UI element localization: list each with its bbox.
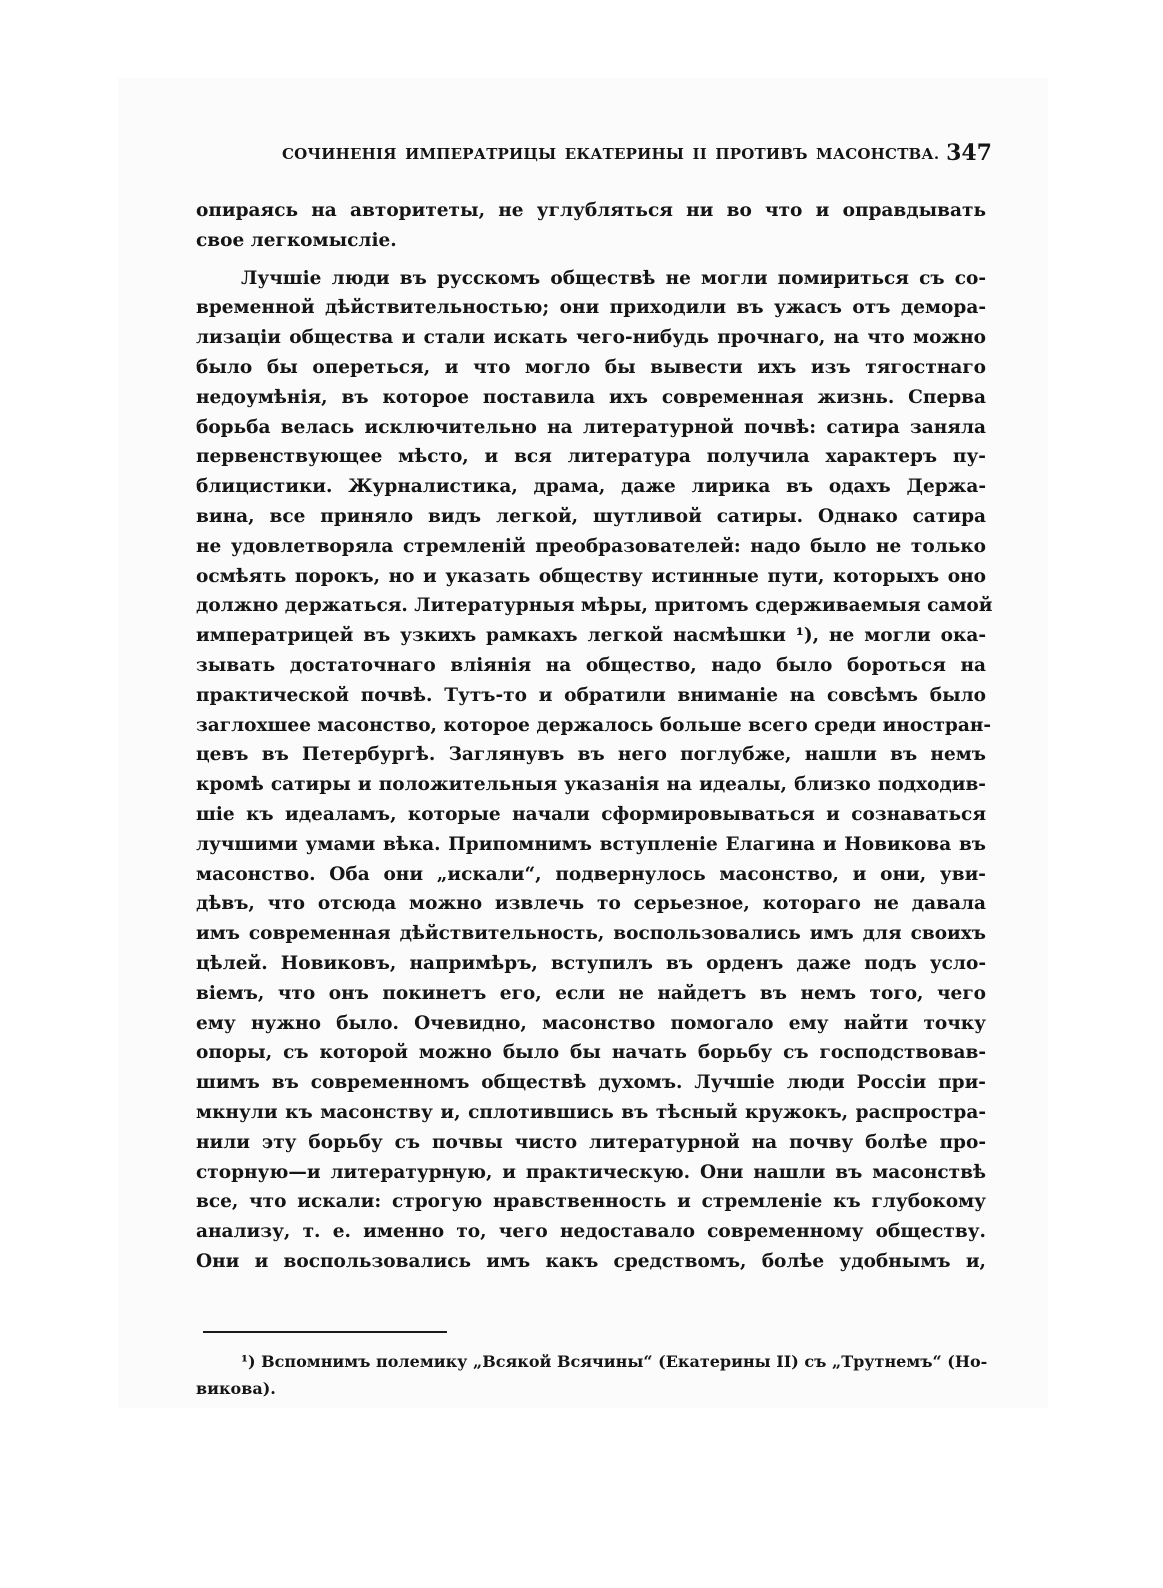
text-line: вина, все приняло видъ легкой, шутливой сатиры. Однако сатира [196,505,986,527]
paragraph-gap [196,256,986,264]
text-line: Лучшіе люди въ русскомъ обществѣ не могли помириться съ со- [241,267,986,289]
text-line: масонство. Оба они „искали“, подвернулось масонство, и они, уви- [196,863,986,885]
text-line: осмѣять порокъ, но и указать обществу истинные пути, которыхъ оно [196,565,986,587]
footnote [196,1348,986,1402]
text-line: блицистики. Журналистика, драма, даже лирика въ одахъ Держа- [196,476,986,498]
text-line: цевъ въ Петербургѣ. Заглянувъ въ него поглубже, нашли въ немъ [196,744,986,766]
text-line: было бы опереться, и что могло бы вывести ихъ изъ тягостнаго [196,356,986,378]
text-line: императрицей въ узкихъ рамкахъ легкой насмѣшки ¹), не могли ока- [196,625,986,647]
text-line: опираясь на авторитеты, не углубляться ни во что и оправдывать [196,200,986,221]
text-line: віемъ, что онъ покинетъ его, если не найдетъ въ немъ того, чего [196,982,986,1004]
text-line: анализу, т. е. именно то, чего недоставало современному обществу. [196,1221,986,1243]
text-line: первенствующее мѣсто, и вся литература получила характеръ пу- [196,446,986,468]
text-line: лучшими умами вѣка. Припомнимъ вступленіе Елагина и Новикова въ [196,833,986,855]
text-line: нили эту борьбу съ почвы чисто литературной на почву болѣе про- [196,1131,986,1153]
text-line: шіе къ идеаламъ, которые начали сформировываться и сознаваться [196,803,986,825]
text-line: недоумѣнія, въ которое поставила ихъ современная жизнь. Сперва [196,386,986,408]
text-line: должно держаться. Литературныя мѣры, притомъ сдерживаемыя самой [196,595,993,617]
text-line: дѣвъ, что отсюда можно извлечь то серьезное, котораго не давала [196,893,986,915]
text-line: опоры, съ которой можно было бы начать борьбу съ господствовав- [196,1042,986,1064]
text-line: мкнули къ масонству и, сплотившись въ тѣсный кружокъ, распростра- [196,1101,986,1123]
text-line: кромѣ сатиры и положительныя указанія на идеалы, близко подходив- [196,774,986,796]
text-line: заглохшее масонство, которое держалось больше всего среди иностран- [196,714,992,736]
text-line: имъ современная дѣйствительность, воспользовались имъ для своихъ [196,923,986,945]
page-header [282,140,992,176]
text-line: Они и воспользовались имъ какъ средствомъ, болѣе удобнымъ и, [196,1250,986,1272]
body-text [196,196,993,1277]
page-number: 347 [946,140,992,166]
footnote-divider [203,1331,447,1333]
text-line: все, что искали: строгую нравственность и стремленіе къ глубокому [196,1191,986,1213]
text-line: практической почвѣ. Тутъ-то и обратили вниманіе на совсѣмъ было [196,684,986,706]
text-line: свое легкомысліе. [196,229,397,251]
text-line: борьба велась исключительно на литературной почвѣ: сатира заняла [196,416,986,438]
text-line: зывать достаточнаго вліянія на общество, надо было бороться на [196,654,986,676]
footnote-line: викова). [196,1379,276,1398]
text-line: лизаціи общества и стали искать чего-нибудь прочнаго, на что можно [196,327,986,349]
text-line: сторную—и литературную, и практическую. Они нашли въ масонствѣ [196,1161,986,1183]
footnote-line: ¹) Вспомнимъ полемику „Всякой Всячины“ (Екатерины II) съ „Трутнемъ“ (Но- [241,1352,988,1371]
text-line: временной дѣйствительностью; они приходили въ ужасъ отъ демора- [196,297,986,319]
running-title: СОЧИНЕНІЯ ИМПЕРАТРИЦЫ ЕКАТЕРИНЫ II ПРОТИВЪ МАСОНСТВА. [282,145,940,163]
text-line: не удовлетворяла стремленій преобразователей: надо было не только [196,535,986,557]
text-line: цѣлей. Новиковъ, напримѣръ, вступилъ въ орденъ даже подъ усло- [196,952,986,974]
text-line: ему нужно было. Очевидно, масонство помогало ему найти точку [196,1012,986,1034]
text-line: шимъ въ современномъ обществѣ духомъ. Лучшіе люди Россіи при- [196,1072,986,1094]
